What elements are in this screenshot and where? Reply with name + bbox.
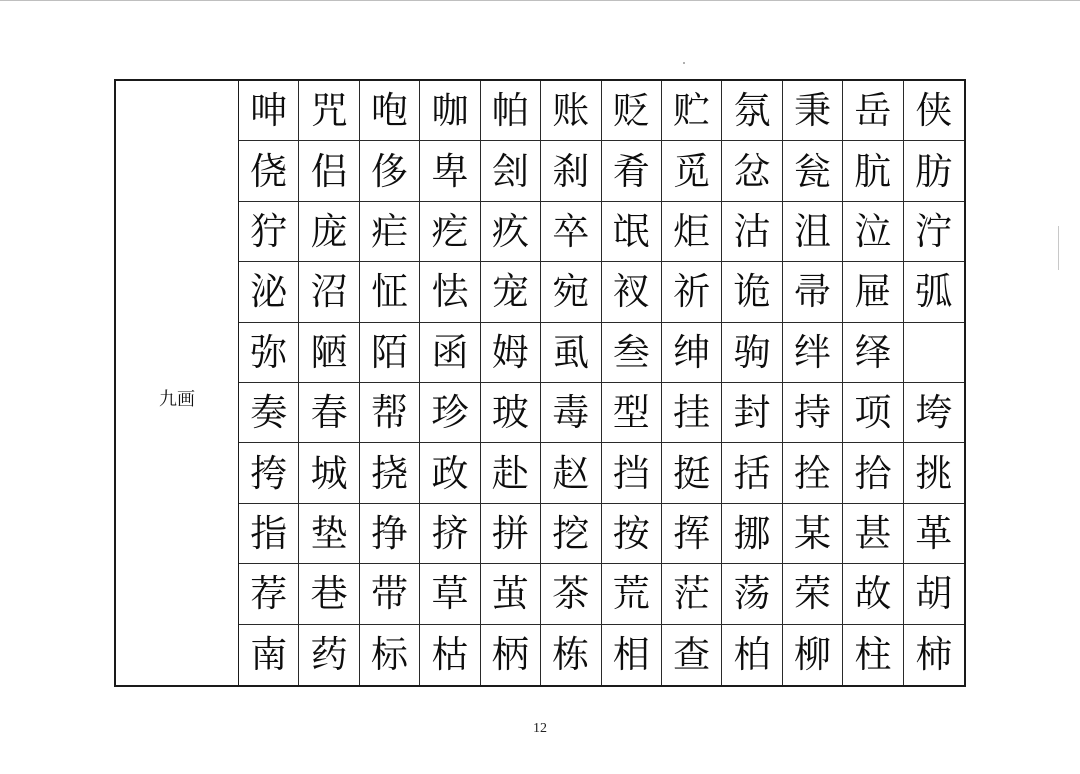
character-cell: 氛: [722, 81, 782, 141]
character-cell: 叁: [602, 323, 662, 383]
character-cell: 疟: [360, 202, 420, 262]
character-cell: 玻: [481, 383, 541, 443]
character-cell: 祈: [662, 262, 722, 322]
character-cell: 挪: [722, 504, 782, 564]
character-cell: 型: [602, 383, 662, 443]
character-cell: 甚: [843, 504, 903, 564]
character-cell: 沼: [299, 262, 359, 322]
character-cell: 刽: [481, 141, 541, 201]
character-cell: 珍: [420, 383, 480, 443]
character-cell: 忿: [722, 141, 782, 201]
character-cell: 查: [662, 625, 722, 685]
character-cell: 陌: [360, 323, 420, 383]
character-table: [114, 79, 966, 687]
character-cell: 柳: [783, 625, 843, 685]
character-cell: 春: [299, 383, 359, 443]
character-cell: 某: [783, 504, 843, 564]
character-cell: 帚: [783, 262, 843, 322]
character-cell: 氓: [602, 202, 662, 262]
character-cell: 项: [843, 383, 903, 443]
character-cell: 挑: [904, 443, 964, 503]
character-cell: 封: [722, 383, 782, 443]
character-cell: 疙: [420, 202, 480, 262]
character-cell: 卒: [541, 202, 601, 262]
scan-margin-mark: [1058, 226, 1059, 270]
character-cell: 拾: [843, 443, 903, 503]
character-cell: 挣: [360, 504, 420, 564]
character-cell: 垮: [904, 383, 964, 443]
character-cell: 故: [843, 564, 903, 624]
character-cell: 柏: [722, 625, 782, 685]
character-cell: 弧: [904, 262, 964, 322]
character-cell: 巷: [299, 564, 359, 624]
character-cell: 咒: [299, 81, 359, 141]
character-cell: 拼: [481, 504, 541, 564]
page-number: 12: [533, 721, 547, 736]
character-cell: 城: [299, 443, 359, 503]
character-cell: 挖: [541, 504, 601, 564]
character-cell: 呻: [239, 81, 299, 141]
character-cell: 柄: [481, 625, 541, 685]
character-cell: 带: [360, 564, 420, 624]
character-cell: 刹: [541, 141, 601, 201]
character-cell: 侣: [299, 141, 359, 201]
character-cell: 诡: [722, 262, 782, 322]
character-cell: 怔: [360, 262, 420, 322]
character-cell: 侠: [904, 81, 964, 141]
character-cell: 肮: [843, 141, 903, 201]
character-cell: 贮: [662, 81, 722, 141]
character-cell: 炬: [662, 202, 722, 262]
character-cell: 革: [904, 504, 964, 564]
character-cell: 宛: [541, 262, 601, 322]
character-cell: 秉: [783, 81, 843, 141]
character-cell: 南: [239, 625, 299, 685]
character-cell: 账: [541, 81, 601, 141]
character-cell: 帕: [481, 81, 541, 141]
character-cell: 岳: [843, 81, 903, 141]
character-cell: 泣: [843, 202, 903, 262]
character-cell: 荒: [602, 564, 662, 624]
character-cell: 赴: [481, 443, 541, 503]
character-cell: 庞: [299, 202, 359, 262]
character-cell: 茶: [541, 564, 601, 624]
character-cell: 挤: [420, 504, 480, 564]
character-cell: 挠: [360, 443, 420, 503]
character-cell: 宠: [481, 262, 541, 322]
character-cell: 咖: [420, 81, 480, 141]
character-cell: 肪: [904, 141, 964, 201]
character-cell: 挡: [602, 443, 662, 503]
stroke-count-column: [116, 81, 239, 685]
character-cell: 侥: [239, 141, 299, 201]
character-cell: 疚: [481, 202, 541, 262]
character-grid: [239, 81, 964, 685]
scan-speck: [683, 62, 685, 64]
character-cell: 虱: [541, 323, 601, 383]
character-cell: 指: [239, 504, 299, 564]
character-cell: 陋: [299, 323, 359, 383]
character-cell: 柿: [915, 633, 953, 677]
character-cell: 绊: [783, 323, 843, 383]
character-cell: 括: [722, 443, 782, 503]
character-cell: 弥: [239, 323, 299, 383]
character-cell: 荡: [722, 564, 782, 624]
character-cell: 挥: [662, 504, 722, 564]
character-cell: 枯: [420, 625, 480, 685]
character-cell: 狞: [239, 202, 299, 262]
character-cell: 瓮: [783, 141, 843, 201]
character-cell: 泌: [239, 262, 299, 322]
character-cell: 屉: [843, 262, 903, 322]
character-cell: 毒: [541, 383, 601, 443]
character-cell: 泞: [904, 202, 964, 262]
character-cell: 奏: [239, 383, 299, 443]
character-cell: 姆: [481, 323, 541, 383]
character-cell: 药: [299, 625, 359, 685]
character-cell: 栋: [541, 625, 601, 685]
character-cell: 驹: [722, 323, 782, 383]
character-cell: 咆: [360, 81, 420, 141]
character-cell: 挎: [239, 443, 299, 503]
character-cell: 函: [420, 323, 480, 383]
stroke-count-label: 九画: [159, 389, 195, 410]
character-cell: 荣: [783, 564, 843, 624]
character-cell: 持: [783, 383, 843, 443]
character-cell: 胡: [904, 564, 964, 624]
character-cell: 怯: [420, 262, 480, 322]
character-cell: 帮: [360, 383, 420, 443]
character-cell: 按: [602, 504, 662, 564]
character-cell: 拴: [783, 443, 843, 503]
character-cell: 垫: [299, 504, 359, 564]
character-cell: 茧: [481, 564, 541, 624]
character-cell: 绎: [843, 323, 903, 383]
character-cell: 荐: [239, 564, 299, 624]
character-cell: 贬: [602, 81, 662, 141]
character-cell: 草: [420, 564, 480, 624]
character-cell: 政: [420, 443, 480, 503]
character-cell: 柱: [843, 625, 903, 685]
top-rule: [0, 0, 1080, 1]
character-cell: 标: [360, 625, 420, 685]
character-cell: [904, 323, 964, 383]
character-cell: 觅: [662, 141, 722, 201]
character-cell: 茫: [662, 564, 722, 624]
character-cell: 相: [602, 625, 662, 685]
character-cell: 挂: [662, 383, 722, 443]
character-cell: 绅: [662, 323, 722, 383]
character-cell: 侈: [360, 141, 420, 201]
character-cell: 沮: [783, 202, 843, 262]
character-cell: 衩: [602, 262, 662, 322]
character-cell: 赵: [541, 443, 601, 503]
character-cell: 卑: [420, 141, 480, 201]
character-cell: 沽: [722, 202, 782, 262]
character-cell: 肴: [602, 141, 662, 201]
character-cell: 挺: [662, 443, 722, 503]
